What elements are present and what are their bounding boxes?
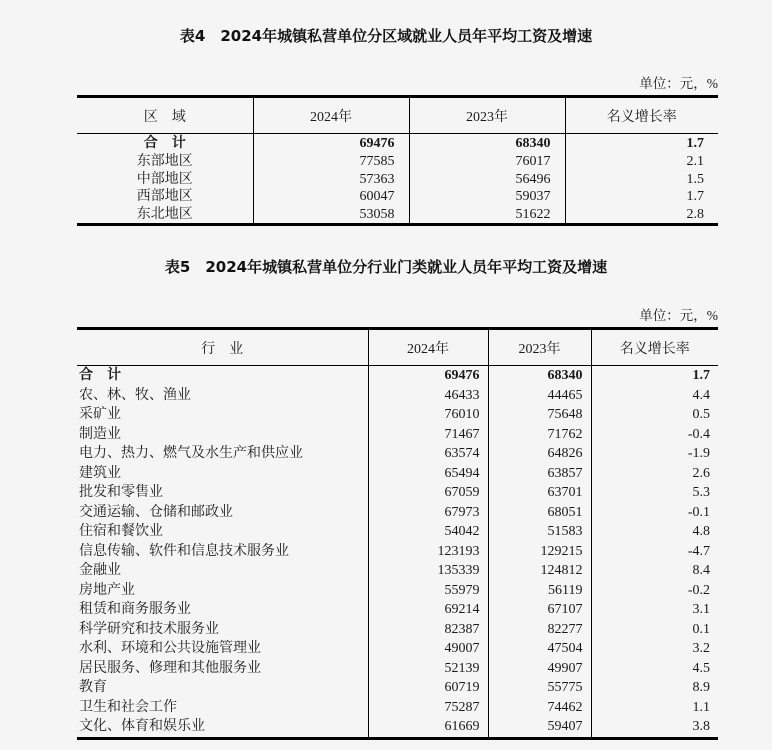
row-label: 东北地区	[136, 206, 193, 222]
table4-header-region: 区 域	[143, 109, 186, 125]
row-value: 82277	[488, 620, 591, 640]
table-row	[77, 698, 718, 718]
row-value: 1.7	[565, 188, 718, 206]
row-value: 1.5	[565, 171, 718, 189]
table-row	[77, 639, 718, 659]
row-value: 1.7	[591, 366, 718, 386]
row-value: -0.4	[591, 425, 718, 445]
table4-header-2023: 2023年	[409, 97, 565, 134]
row-label: 水利、环境和公共设施管理业	[79, 641, 261, 657]
row-value: 2.1	[565, 153, 718, 171]
table-row	[77, 483, 718, 503]
row-value: 0.1	[591, 620, 718, 640]
row-value: 68051	[488, 503, 591, 523]
row-value: 8.4	[591, 561, 718, 581]
table5-header-growth: 名义增长率	[591, 329, 718, 366]
table5-header-row	[77, 329, 718, 366]
row-value: 56119	[488, 581, 591, 601]
table5-header-2024: 2024年	[368, 329, 488, 366]
row-value: 75648	[488, 405, 591, 425]
row-value: 123193	[368, 542, 488, 562]
table-row	[77, 386, 718, 406]
row-value: 67973	[368, 503, 488, 523]
row-value: -4.7	[591, 542, 718, 562]
row-value: 68340	[409, 134, 565, 154]
table4	[77, 95, 718, 226]
row-value: 2.6	[591, 464, 718, 484]
row-value: 56496	[409, 171, 565, 189]
row-label: 科学研究和技术服务业	[79, 621, 219, 637]
table-row	[77, 134, 718, 154]
row-value: 71467	[368, 425, 488, 445]
row-value: 59037	[409, 188, 565, 206]
table5-header-industry: 行 业	[201, 341, 244, 357]
row-value: 61669	[368, 717, 488, 738]
row-value: 47504	[488, 639, 591, 659]
table-row	[77, 659, 718, 679]
row-value: 76010	[368, 405, 488, 425]
table-row	[77, 717, 718, 738]
row-value: 68340	[488, 366, 591, 386]
row-value: 69476	[368, 366, 488, 386]
row-value: 60719	[368, 678, 488, 698]
table-row	[77, 522, 718, 542]
row-value: 77585	[253, 153, 409, 171]
row-value: 55979	[368, 581, 488, 601]
row-value: 59407	[488, 717, 591, 738]
table4-unit-note: 单位：元，%	[639, 76, 718, 91]
table-row	[77, 581, 718, 601]
row-label: 西部地区	[136, 189, 193, 205]
row-value: 3.8	[591, 717, 718, 738]
row-value: 3.1	[591, 600, 718, 620]
row-value: 63701	[488, 483, 591, 503]
row-label: 中部地区	[136, 171, 193, 187]
row-label: 合 计	[79, 368, 121, 384]
row-value: 74462	[488, 698, 591, 718]
table5	[77, 327, 718, 740]
table-row	[77, 425, 718, 445]
table4-header-growth: 名义增长率	[565, 97, 718, 134]
row-value: 44465	[488, 386, 591, 406]
row-label: 农、林、牧、渔业	[79, 387, 191, 403]
row-value: 5.3	[591, 483, 718, 503]
row-label: 金融业	[79, 563, 121, 579]
table-row	[77, 405, 718, 425]
row-value: -0.1	[591, 503, 718, 523]
row-value: 57363	[253, 171, 409, 189]
row-value: 46433	[368, 386, 488, 406]
table-row	[77, 464, 718, 484]
table-row	[77, 153, 718, 171]
row-label: 东部地区	[136, 154, 193, 169]
table5-unit-note: 单位：元，%	[639, 308, 718, 324]
row-label: 房地产业	[79, 582, 135, 598]
row-value: 76017	[409, 153, 565, 171]
row-value: 1.1	[591, 698, 718, 718]
row-value: 53058	[253, 206, 409, 225]
row-label: 采矿业	[79, 407, 121, 423]
row-value: 64826	[488, 444, 591, 464]
table5-block	[0, 226, 772, 740]
table4-title: 表4 2024年城镇私营单位分区域就业人员年平均工资及增速	[179, 27, 593, 45]
row-value: 63574	[368, 444, 488, 464]
row-label: 住宿和餐饮业	[79, 524, 163, 540]
table-row	[77, 678, 718, 698]
row-value: 51583	[488, 522, 591, 542]
row-value: 8.9	[591, 678, 718, 698]
row-value: 4.4	[591, 386, 718, 406]
row-value: 60047	[253, 188, 409, 206]
row-value: 3.2	[591, 639, 718, 659]
row-value: 67107	[488, 600, 591, 620]
row-value: -0.2	[591, 581, 718, 601]
row-label: 教育	[79, 680, 107, 696]
row-label: 批发和零售业	[79, 485, 163, 501]
row-label: 合 计	[143, 135, 186, 151]
table-row	[77, 542, 718, 562]
table4-block	[0, 0, 772, 226]
row-label: 信息传输、软件和信息技术服务业	[79, 543, 289, 559]
table-row	[77, 444, 718, 464]
table-row	[77, 561, 718, 581]
row-value: 0.5	[591, 405, 718, 425]
row-label: 文化、体育和娱乐业	[79, 719, 205, 735]
row-value: 124812	[488, 561, 591, 581]
row-value: 82387	[368, 620, 488, 640]
table4-header-2024: 2024年	[253, 97, 409, 134]
row-value: -1.9	[591, 444, 718, 464]
row-value: 75287	[368, 698, 488, 718]
table5-header-2023: 2023年	[488, 329, 591, 366]
row-label: 卫生和社会工作	[79, 699, 177, 715]
table-row	[77, 620, 718, 640]
row-value: 52139	[368, 659, 488, 679]
table-row	[77, 188, 718, 206]
table-row	[77, 503, 718, 523]
row-value: 54042	[368, 522, 488, 542]
table-row	[77, 171, 718, 189]
row-value: 69476	[253, 134, 409, 154]
row-value: 65494	[368, 464, 488, 484]
row-value: 4.5	[591, 659, 718, 679]
row-value: 71762	[488, 425, 591, 445]
row-value: 135339	[368, 561, 488, 581]
row-label: 租赁和商务服务业	[79, 602, 191, 618]
row-value: 67059	[368, 483, 488, 503]
row-value: 2.8	[565, 206, 718, 225]
row-value: 129215	[488, 542, 591, 562]
table4-header-row	[77, 97, 718, 134]
row-label: 制造业	[79, 426, 121, 442]
row-value: 1.7	[565, 134, 718, 154]
row-label: 建筑业	[79, 465, 121, 481]
row-label: 电力、热力、燃气及水生产和供应业	[79, 446, 303, 462]
table-row	[77, 366, 718, 386]
row-value: 4.8	[591, 522, 718, 542]
row-value: 49907	[488, 659, 591, 679]
row-label: 交通运输、仓储和邮政业	[79, 504, 233, 520]
table5-body	[77, 366, 718, 739]
table5-title: 表5 2024年城镇私营单位分行业门类就业人员年平均工资及增速	[164, 258, 608, 277]
row-value: 69214	[368, 600, 488, 620]
table4-body	[77, 134, 718, 225]
row-value: 63857	[488, 464, 591, 484]
row-label: 居民服务、修理和其他服务业	[79, 660, 261, 676]
table-row	[77, 600, 718, 620]
row-value: 55775	[488, 678, 591, 698]
table-row	[77, 206, 718, 225]
row-value: 51622	[409, 206, 565, 225]
row-value: 49007	[368, 639, 488, 659]
